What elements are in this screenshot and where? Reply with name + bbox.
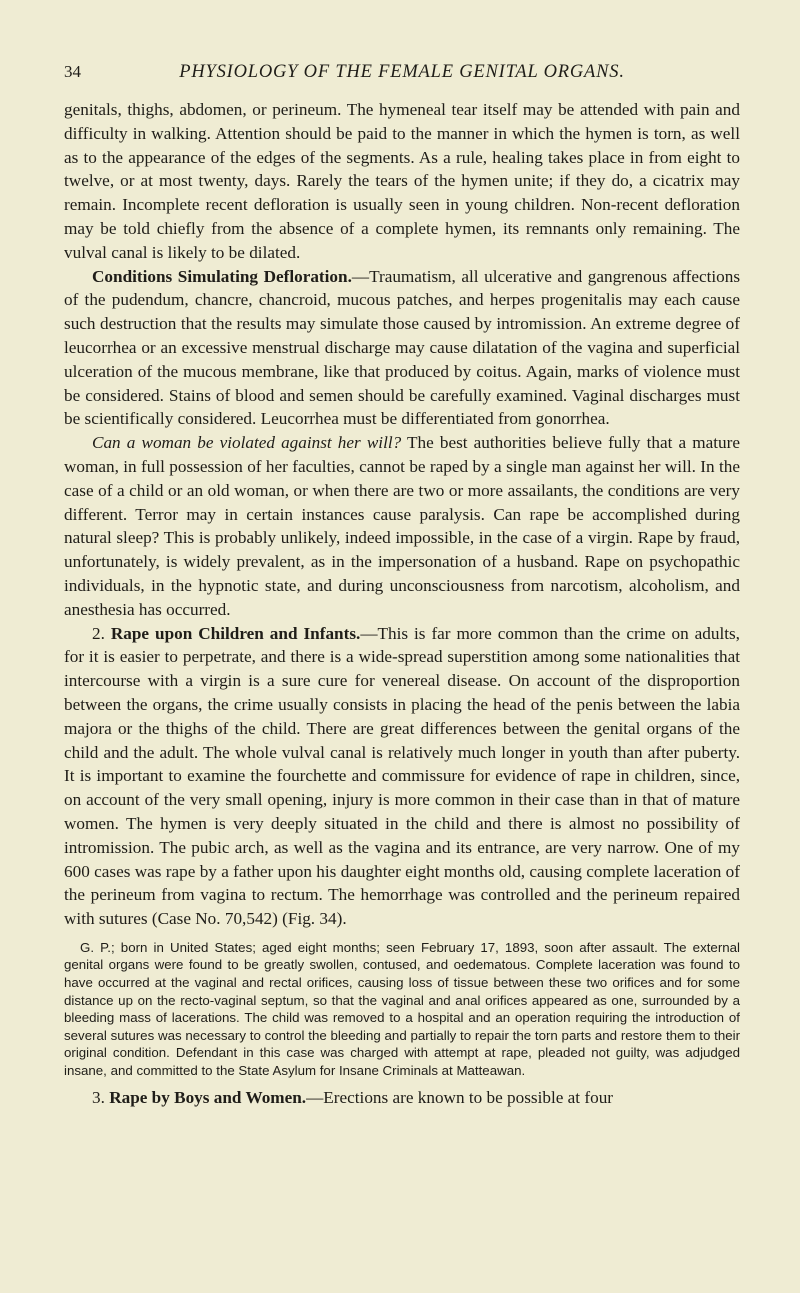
paragraph-5-text: —Erections are known to be possible at four <box>306 1087 614 1107</box>
running-title: PHYSIOLOGY OF THE FEMALE GENITAL ORGANS. <box>179 62 625 82</box>
question-heading: Can a woman be violated against her will? <box>92 433 402 453</box>
paragraph-5 <box>64 1086 740 1110</box>
page-header <box>64 0 740 82</box>
paragraph-2-text: —Traumatism, all ulcerative and gangrenous affections of the pudendum, chancre, chancroid, mucous patches, and herpes progenitalis may each cause such destruction that the results may simulate those caused by intromission. An extreme degree of leucorrhea or an excessive menstrual discharge may cause dilatation of the vagina and superficial ulceration of the mucous membrane, like that produced by coitus. Again, marks of violence must be considered. Stains of blood and semen should be carefully examined. Vaginal discharges must be scientifically considered. Leucorrhea must be differentiated from gonorrhea. <box>64 266 741 429</box>
section-number-3: 3. <box>92 1087 105 1107</box>
paragraph-4 <box>64 622 740 931</box>
section-heading-conditions: Conditions Simulating Defloration. <box>92 266 352 286</box>
case-note: G. P.; born in United States; aged eight months; seen February 17, 1893, soon after assault. The external genital organs were found to be greatly swollen, contused, and oedematous. Complete laceration was found to have occurred at the vaginal and rectal orifices, causing loss of tissue between these two orifices and for some distance up on the recto-vaginal septum, so that the vaginal and anal orifices appeared as one, surrounded by a bleeding mass of lacerations. The child was removed to a hospital and an operation requiring the introduction of several sutures was necessary to control the bleeding and partially to repair the torn parts and restore them to their original condition. Defendant in this case was charged with attempt at rape, pleaded not guilty, was adjudged insane, and committed to the State Asylum for Insane Criminals at Matteawan. <box>64 939 740 1079</box>
paragraph-3 <box>64 431 740 621</box>
section-heading-children: Rape upon Children and Infants. <box>110 623 361 643</box>
paragraph-2 <box>64 265 740 432</box>
paragraph-4-text: —This is far more common than the crime on adults, for it is easier to perpetrate, and there is a wide-spread superstition among some nationalities that intercourse with a virgin is a sure cure for venereal disease. On account of the disproportion between the organs, the crime usually consists in placing the head of the penis between the labia majora or the thighs of the child. There are great differences between the genital organs of the child and the adult. The whole vulval canal is relatively much longer in youth than after puberty. It is important to examine the fourchette and commissure for evidence of rape in children, since, on account of the very small opening, injury is more common in their case than in that of mature women. The hymen is very deeply situated in the child and there is almost no possibility of intromission. The pubic arch, as well as the vagina and its entrance, are very narrow. One of my 600 cases was rape by a father upon his daughter eight months old, causing complete laceration of the perineum from vagina to rectum. The hemorrhage was controlled and the perineum repaired with sutures (Case No. 70,542) (Fig. 34). <box>64 623 740 929</box>
paragraph-1: genitals, thighs, abdomen, or perineum. The hymeneal tear itself may be attended with pain and difficulty in walking. Attention should be paid to the manner in which the hymen is torn, as well as to the appearance of the edges of the segments. As a rule, healing takes place in from eight to twelve, or at most twenty, days. Rarely the tears of the hymen unite; if they do, a cicatrix may remain. Incomplete recent defloration is usually seen in young children. Non-recent defloration may be told chiefly from the absence of a complete hymen, its remnants only remaining. The vulval canal is likely to be dilated. <box>64 100 740 262</box>
section-heading-boys-women: Rape by Boys and Women. <box>109 1087 307 1107</box>
section-number-2: 2. <box>92 623 105 643</box>
paragraph-3-text: The best authorities believe fully that a mature woman, in full possession of her faculties, cannot be raped by a single man against her will. In the case of a child or an old woman, or when there are two or more assailants, the conditions are very different. Terror may in certain instances cause paralysis. Can rape be accomplished during natural sleep? This is probably unlikely, indeed impossible, in the case of a virgin. Rape by fraud, unfortunately, is widely prevalent, as in the impersonation of a husband. Rape on psychopathic individuals, in the hypnotic state, and during unconsciousness from narcotism, alcoholism, and anesthesia has occurred. <box>64 433 740 619</box>
page-number: 34 <box>64 62 81 81</box>
body-text <box>64 98 740 1109</box>
